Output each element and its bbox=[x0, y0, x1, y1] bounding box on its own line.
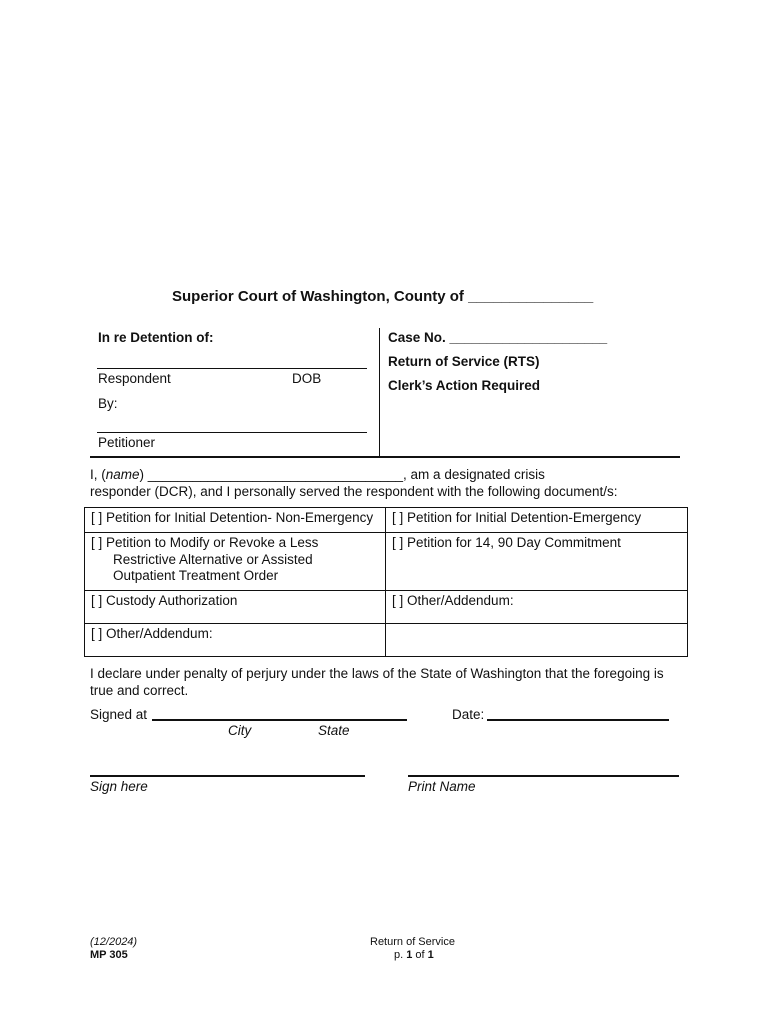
statement-line-1: I, (name) __________________________________, am a designated crisis bbox=[90, 467, 545, 482]
revision-date: (12/2024) bbox=[90, 936, 138, 948]
declaration-line-1: I declare under penalty of perjury under the laws of the State of Washington that the foregoing is bbox=[90, 666, 664, 681]
table-row bbox=[85, 591, 688, 624]
by-label: By: bbox=[98, 396, 118, 411]
signed-at-field[interactable] bbox=[152, 719, 407, 721]
court-title: Superior Court of Washington, County of _______________ bbox=[172, 288, 594, 305]
print-name-line[interactable] bbox=[408, 775, 679, 777]
signed-at-label: Signed at bbox=[90, 707, 148, 722]
dob-label: DOB bbox=[292, 371, 322, 386]
statement-line-2: responder (DCR), and I personally served the respondent with the following document/s: bbox=[90, 484, 618, 499]
caption-divider bbox=[379, 328, 380, 456]
date-label: Date: bbox=[452, 707, 485, 722]
petition-modify-revoke-option[interactable]: [ ] Petition to Modify or Revoke a Less Restrictive Alternative or Assisted Outpatient Treatment Order bbox=[85, 533, 386, 591]
respondent-label: Respondent bbox=[98, 371, 171, 386]
print-name-label: Print Name bbox=[408, 779, 476, 794]
table-row bbox=[85, 533, 688, 591]
state-label: State bbox=[318, 723, 350, 738]
declaration-line-2: true and correct. bbox=[90, 683, 189, 698]
table-row bbox=[85, 508, 688, 533]
in-re-label: In re Detention of: bbox=[98, 330, 214, 345]
petitioner-name-line[interactable] bbox=[97, 432, 367, 433]
date-field[interactable] bbox=[487, 719, 669, 721]
city-label: City bbox=[228, 723, 252, 738]
name-word: name bbox=[105, 467, 140, 482]
sign-here-label: Sign here bbox=[90, 779, 148, 794]
signature-line[interactable] bbox=[90, 775, 365, 777]
petition-14-90-day-option[interactable]: [ ] Petition for 14, 90 Day Commitment bbox=[386, 533, 688, 591]
petitioner-label: Petitioner bbox=[98, 435, 156, 450]
documents-table bbox=[84, 507, 688, 657]
other-addendum-option-right[interactable]: [ ] Other/Addendum: bbox=[386, 591, 688, 624]
caption-bottom-rule bbox=[90, 456, 680, 458]
footer-title: Return of Service bbox=[370, 936, 455, 948]
empty-cell bbox=[386, 624, 688, 657]
case-number-field[interactable]: Case No. _____________________ bbox=[388, 330, 608, 345]
petition-initial-non-emergency-option[interactable]: [ ] Petition for Initial Detention- Non-Emergency bbox=[85, 508, 386, 533]
page-number: p. 1 of 1 bbox=[394, 949, 434, 961]
document-title: Return of Service (RTS) bbox=[388, 354, 540, 369]
form-number: MP 305 bbox=[90, 949, 128, 961]
clerks-action-notice: Clerk’s Action Required bbox=[388, 378, 541, 393]
petition-initial-emergency-option[interactable]: [ ] Petition for Initial Detention-Emergency bbox=[386, 508, 688, 533]
custody-authorization-option[interactable]: [ ] Custody Authorization bbox=[85, 591, 386, 624]
respondent-name-line[interactable] bbox=[97, 368, 367, 369]
other-addendum-option-left[interactable]: [ ] Other/Addendum: bbox=[85, 624, 386, 657]
table-row bbox=[85, 624, 688, 657]
